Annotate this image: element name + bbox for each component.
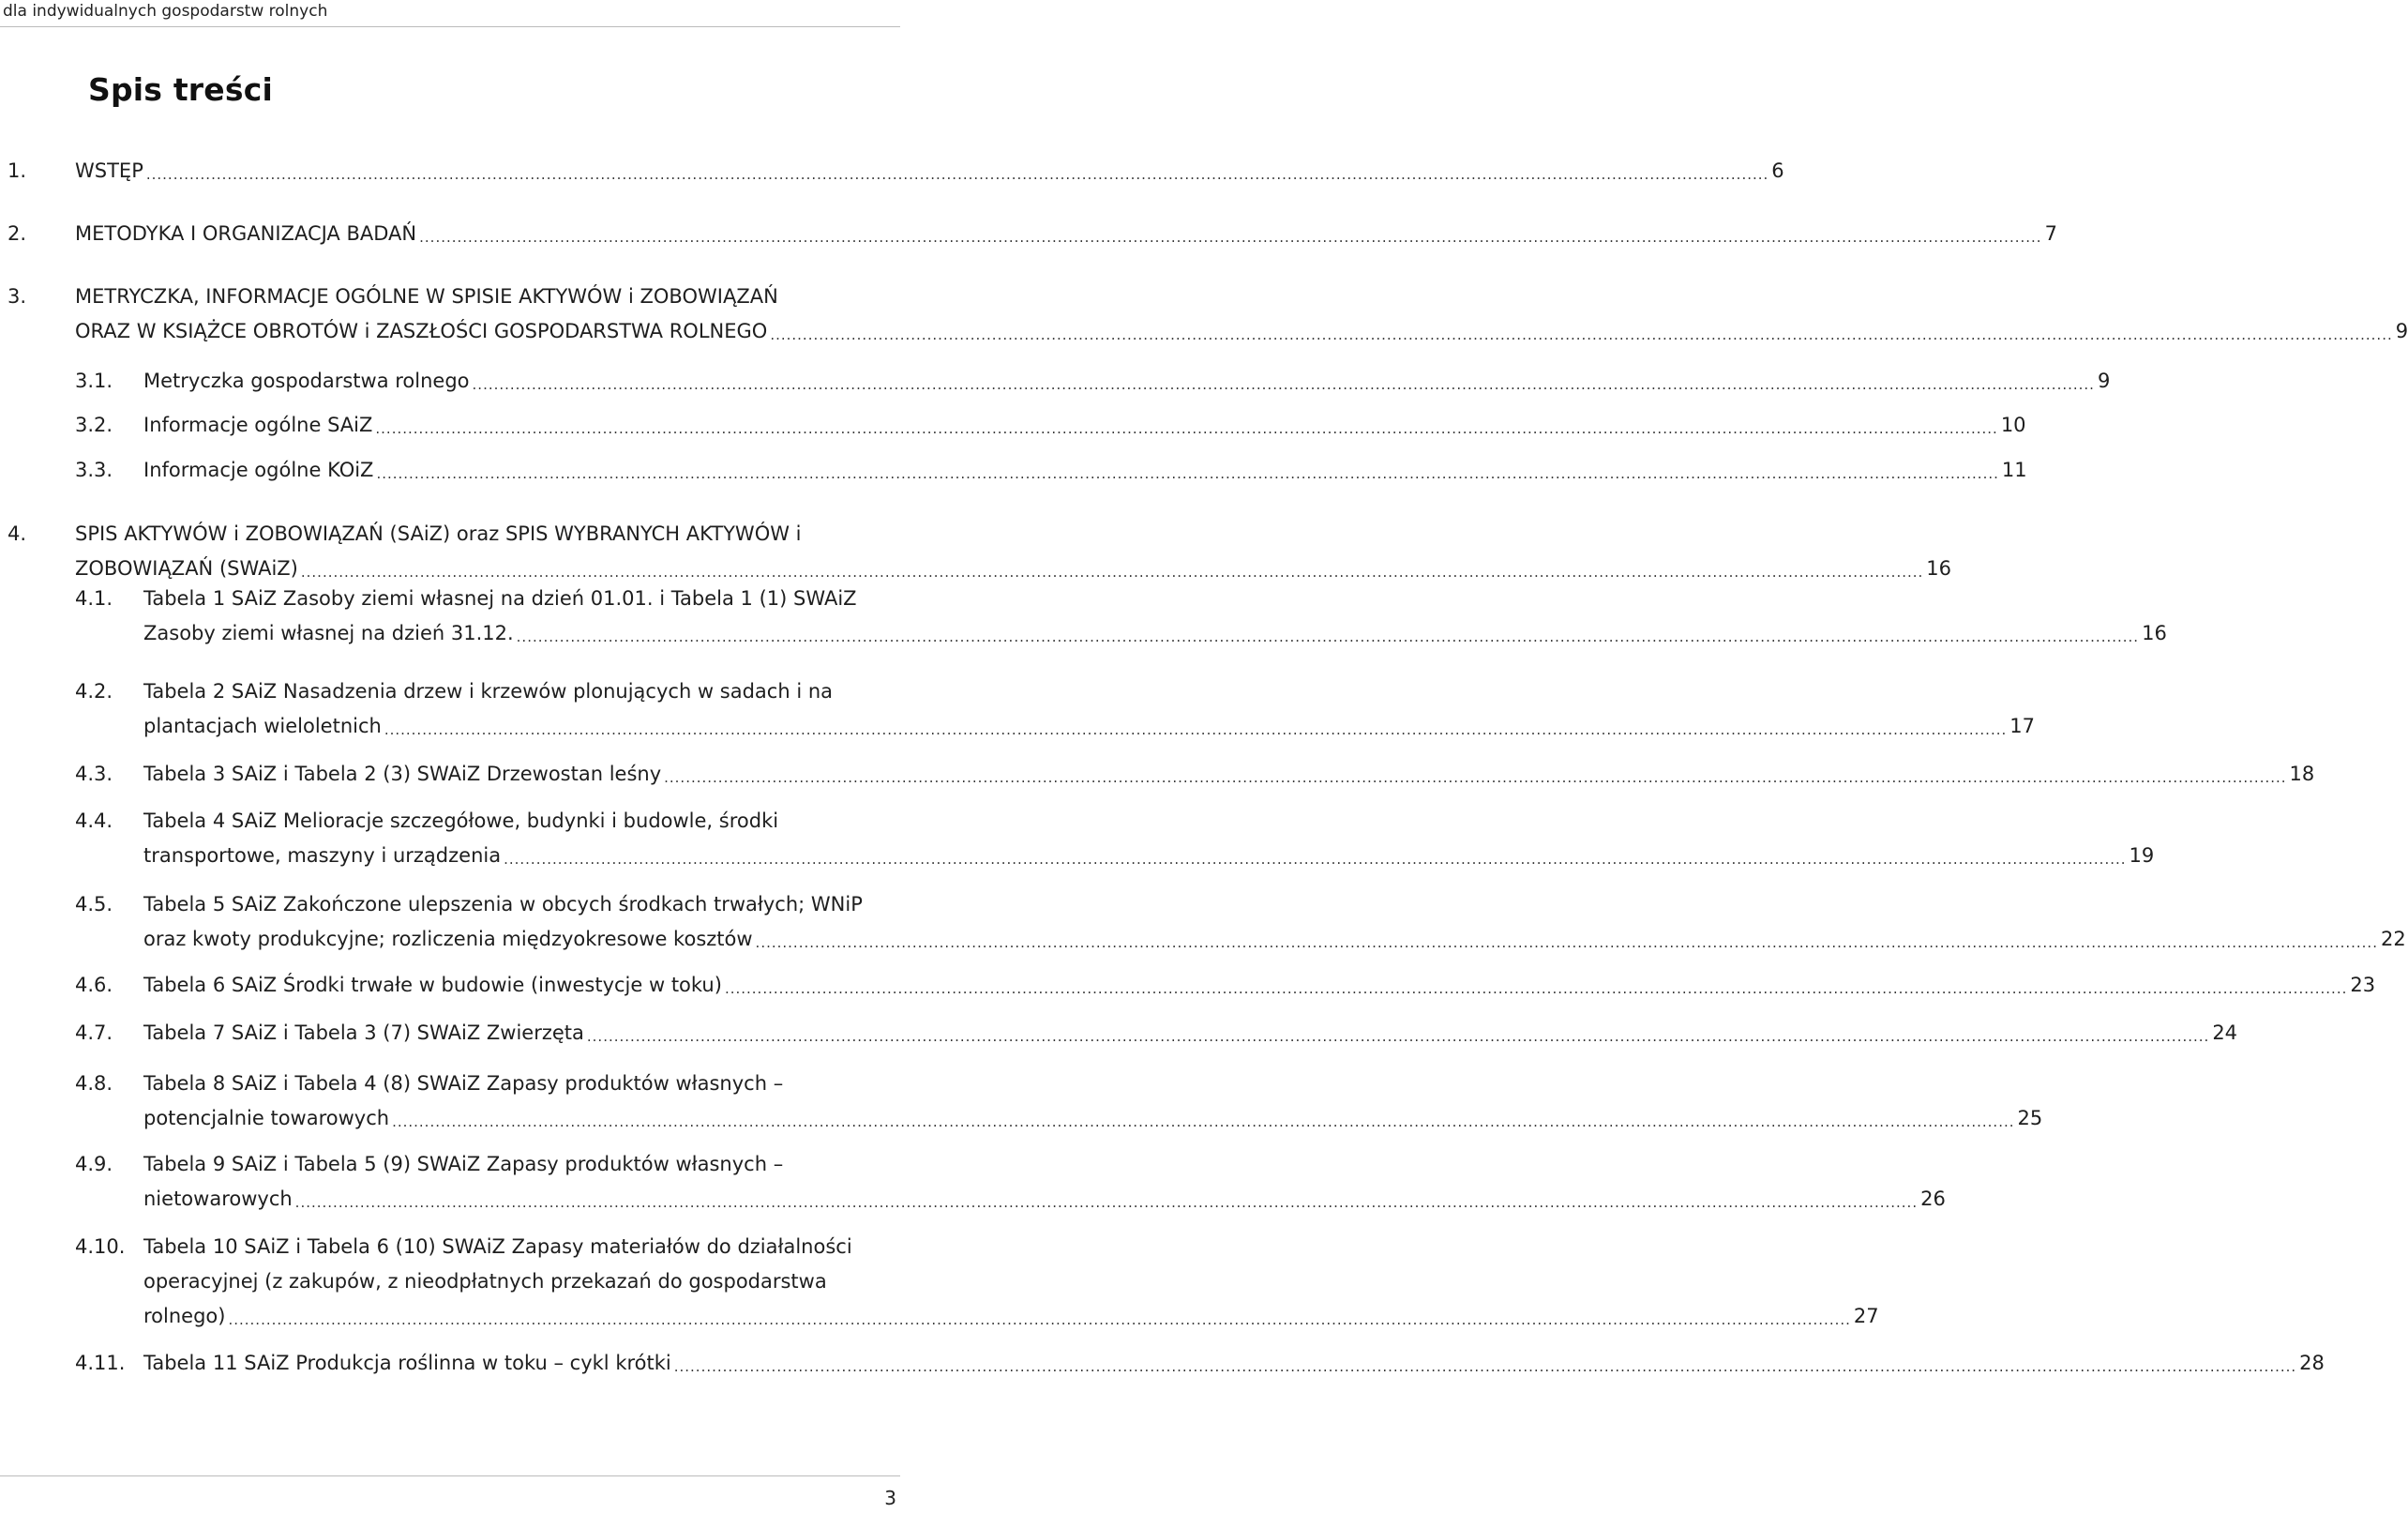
toc-entry-number: 4.2. xyxy=(75,680,113,703)
toc-entry-page: 11 xyxy=(2001,459,2027,481)
toc-entry-number: 1. xyxy=(8,159,27,182)
toc-entry-number: 4.7. xyxy=(75,1021,113,1044)
toc-entry-number: 2. xyxy=(8,222,27,245)
toc-dot-leader: ............................................................................................................................................................................................................................................................................................................ xyxy=(294,1194,1919,1211)
toc-entry-title: Metryczka gospodarstwa rolnego xyxy=(143,370,470,392)
toc-entry-number: 4.10. xyxy=(75,1235,126,1258)
toc-dot-leader: ............................................................................................................................................................................................................................................................................................................ xyxy=(375,420,1998,437)
toc-entry-title: METODYKA I ORGANIZACJA BADAŃ xyxy=(75,222,417,245)
footer-divider xyxy=(0,1475,900,1476)
toc-entry-number: 4.5. xyxy=(75,893,113,915)
toc-dot-leader: ............................................................................................................................................................................................................................................................................................................ xyxy=(770,326,2393,343)
toc-entry-number: 4.6. xyxy=(75,974,113,996)
toc-dot-leader: ............................................................................................................................................................................................................................................................................................................ xyxy=(419,229,2042,246)
toc-entry-title: Zasoby ziemi własnej na dzień 31.12. xyxy=(143,622,514,644)
toc-entry-title: potencjalnie towarowych xyxy=(143,1107,390,1129)
toc-entry-title: Tabela 9 SAiZ i Tabela 5 (9) SWAiZ Zapasy produktów własnych – xyxy=(143,1153,784,1175)
toc-entry-title: ORAZ W KSIĄŻCE OBROTÓW i ZASZŁOŚCI GOSPODARSTWA ROLNEGO xyxy=(75,320,768,342)
toc-entry-page: 9 xyxy=(2395,320,2408,342)
toc-entry-title: Tabela 4 SAiZ Melioracje szczegółowe, budynki i budowle, środki xyxy=(143,809,779,832)
toc-entry-title: Tabela 6 SAiZ Środki trwałe w budowie (inwestycje w toku) xyxy=(143,974,722,996)
toc-dot-leader: ............................................................................................................................................................................................................................................................................................................ xyxy=(392,1113,2015,1130)
toc-entry-page: 16 xyxy=(2142,622,2167,644)
toc-entry-number: 4.4. xyxy=(75,809,113,832)
toc-entry-page: 7 xyxy=(2044,222,2057,245)
toc-entry-number: 3.1. xyxy=(75,370,113,392)
toc-entry-title: Tabela 8 SAiZ i Tabela 4 (8) SWAiZ Zapasy produktów własnych – xyxy=(143,1072,784,1095)
toc-entry-title: Tabela 11 SAiZ Produkcja roślinna w toku – cykl krótki xyxy=(143,1352,671,1374)
toc-dot-leader: ............................................................................................................................................................................................................................................................................................................ xyxy=(504,851,2127,868)
header-divider xyxy=(0,26,900,27)
toc-entry-page: 6 xyxy=(1771,159,1784,182)
toc-entry-number: 4.9. xyxy=(75,1153,113,1175)
toc-entry-number: 4. xyxy=(8,522,27,545)
toc-dot-leader: ............................................................................................................................................................................................................................................................................................................ xyxy=(384,721,2008,738)
toc-dot-leader: ............................................................................................................................................................................................................................................................................................................ xyxy=(300,564,1924,581)
page-number: 3 xyxy=(884,1487,896,1509)
toc-entry-page: 26 xyxy=(1920,1188,1946,1210)
toc-entry-title: transportowe, maszyny i urządzenia xyxy=(143,844,502,867)
toc-entry-page: 24 xyxy=(2212,1021,2238,1044)
toc-entry-title: plantacjach wieloletnich xyxy=(143,715,382,737)
toc-entry-number: 3. xyxy=(8,285,27,308)
page-title: Spis treści xyxy=(88,71,273,108)
toc-entry-title: Tabela 7 SAiZ i Tabela 3 (7) SWAiZ Zwierzęta xyxy=(143,1021,584,1044)
toc-entry-page: 28 xyxy=(2299,1352,2325,1374)
toc-dot-leader: ............................................................................................................................................................................................................................................................................................................ xyxy=(228,1311,1851,1328)
toc-entry-page: 17 xyxy=(2009,715,2035,737)
toc-entry-title: Tabela 5 SAiZ Zakończone ulepszenia w obcych środkach trwałych; WNiP xyxy=(143,893,863,915)
toc-entry-page: 16 xyxy=(1926,557,1952,580)
toc-entry-number: 4.11. xyxy=(75,1352,126,1374)
toc-entry-title: Tabela 1 SAiZ Zasoby ziemi własnej na dzień 01.01. i Tabela 1 (1) SWAiZ xyxy=(143,587,857,610)
toc-dot-leader: ............................................................................................................................................................................................................................................................................................................ xyxy=(472,376,2095,393)
toc-entry-page: 23 xyxy=(2350,974,2376,996)
toc-entry-title: ZOBOWIĄZAŃ (SWAiZ) xyxy=(75,557,298,580)
toc-entry-title: WSTĘP xyxy=(75,159,143,182)
toc-entry-title: SPIS AKTYWÓW i ZOBOWIĄZAŃ (SAiZ) oraz SPIS WYBRANYCH AKTYWÓW i xyxy=(75,522,802,545)
toc-dot-leader: ............................................................................................................................................................................................................................................................................................................ xyxy=(586,1028,2210,1045)
toc-dot-leader: ............................................................................................................................................................................................................................................................................................................ xyxy=(673,1358,2297,1375)
toc-entry-page: 27 xyxy=(1853,1305,1879,1327)
toc-dot-leader: ............................................................................................................................................................................................................................................................................................................ xyxy=(755,934,2378,951)
toc-entry-number: 3.3. xyxy=(75,459,113,481)
toc-entry-title: Tabela 3 SAiZ i Tabela 2 (3) SWAiZ Drzewostan leśny xyxy=(143,763,662,785)
toc-dot-leader: ............................................................................................................................................................................................................................................................................................................ xyxy=(664,769,2287,786)
toc-entry-page: 10 xyxy=(2000,414,2026,436)
toc-entry-title: Tabela 2 SAiZ Nasadzenia drzew i krzewów plonujących w sadach i na xyxy=(143,680,834,703)
toc-entry-title: rolnego) xyxy=(143,1305,226,1327)
toc-entry-title: METRYCZKA, INFORMACJE OGÓLNE W SPISIE AKTYWÓW i ZOBOWIĄZAŃ xyxy=(75,285,778,308)
toc-entry-title: nietowarowych xyxy=(143,1188,293,1210)
toc-entry-page: 25 xyxy=(2017,1107,2043,1129)
toc-entry-title: oraz kwoty produkcyjne; rozliczenia międzyokresowe kosztów xyxy=(143,928,753,950)
toc-entry-page: 19 xyxy=(2129,844,2155,867)
toc-entry-page: 22 xyxy=(2380,928,2406,950)
toc-dot-leader: ............................................................................................................................................................................................................................................................................................................ xyxy=(516,628,2140,645)
toc-entry-page: 9 xyxy=(2097,370,2111,392)
toc-entry-title: Informacje ogólne KOiZ xyxy=(143,459,374,481)
toc-dot-leader: ............................................................................................................................................................................................................................................................................................................ xyxy=(376,465,1999,482)
toc-entry-number: 4.8. xyxy=(75,1072,113,1095)
toc-dot-leader: ............................................................................................................................................................................................................................................................................................................ xyxy=(145,166,1769,183)
toc-entry-title: Informacje ogólne SAiZ xyxy=(143,414,373,436)
toc-entry-number: 4.1. xyxy=(75,587,113,610)
toc-entry-page: 18 xyxy=(2289,763,2315,785)
running-header: dla indywidualnych gospodarstw rolnych xyxy=(3,2,328,21)
toc-entry-number: 3.2. xyxy=(75,414,113,436)
toc-dot-leader: ............................................................................................................................................................................................................................................................................................................ xyxy=(724,980,2348,997)
toc-entry-title: operacyjnej (z zakupów, z nieodpłatnych przekazań do gospodarstwa xyxy=(143,1270,827,1293)
toc-entry-title: Tabela 10 SAiZ i Tabela 6 (10) SWAiZ Zapasy materiałów do działalności xyxy=(143,1235,852,1258)
toc-entry-number: 4.3. xyxy=(75,763,113,785)
